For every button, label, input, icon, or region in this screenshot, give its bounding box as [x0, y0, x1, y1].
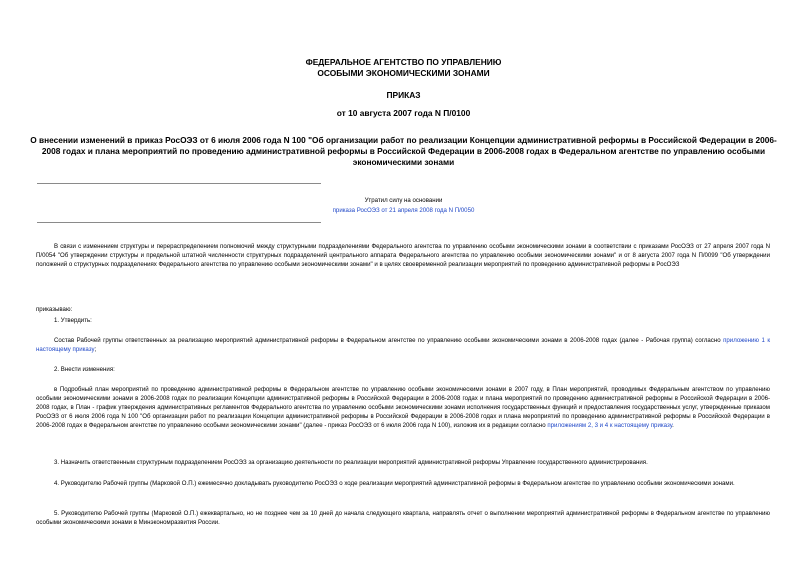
item-3-paragraph: 3. Назначить ответственным структурным подразделением РосОЭЗ за организацию деятельности по реализации мероприятий административной реформы Управление государственного администрирования.: [54, 459, 648, 466]
status-note: Утратил силу на основании: [364, 197, 443, 204]
item-1-text: Состав Рабочей группы ответственных за реализацию мероприятий административной реформы в Федеральном агентстве по управлению особыми экономическими зонами в 2006-2008 годах (далее - Рабочая группа) согласно: [54, 337, 721, 344]
agency-name-line2: ОСОБЫМИ ЭКОНОМИЧЕСКИМИ ЗОНАМИ: [317, 68, 490, 78]
document-date-number: от 10 августа 2007 года N П/0100: [336, 108, 471, 118]
item-2-paragraph: [36, 386, 770, 431]
status-link[interactable]: приказа РосОЭЗ от 21 апреля 2008 года N П/0050: [332, 207, 475, 214]
document-title: О внесении изменений в приказ РосОЭЗ от 6 июля 2006 года N 100 "Об организации работ по реализации Концепции административной реформы в Российской Федерации в 2006-2008 годах и плана мероприятий по проведению административной реформы в Российской Федерации в 2006-2008 годах в Федеральном агентстве по управлению особыми экономическими зонами: [30, 135, 777, 167]
intro-paragraph: В связи с изменением структуры и перераспределением полномочий между структурными подразделениями Федерального агентства по управлению особыми экономическими зонами в соответствии с приказами РосОЭЗ от 27 апреля 2007 года N П/0054 "Об утверждении структуры и предельной штатной численности структурных подразделений центрального аппарата Федерального агентства по управлению особыми экономическими зонами" и от 8 августа 2007 года N П/0099 "Об утверждении положений о структурных подразделениях Федерального агентства по управлению особыми экономическими зонами" и в целях своевременной реализации мероприятий по проведению административной реформы в РосОЭЗ: [36, 243, 770, 268]
separator-top: [37, 183, 321, 184]
item-1-label: 1. Утвердить:: [54, 317, 92, 324]
item-5-paragraph: 5. Руководителю Рабочей группы (Марковой О.П.) ежеквартально, но не позднее чем за 10 дней до начала следующего квартала, направлять отчет о выполнении мероприятий административной реформы в Федеральном агентстве по управлению особыми экономическими зонами в Минэкономразвития России.: [36, 510, 770, 526]
item-4-paragraph: 4. Руководителю Рабочей группы (Марковой О.П.) ежемесячно докладывать руководителю РосОЭЗ о ходе реализации мероприятий административной реформы в Федеральном агентстве по управлению особыми экономическими зонами.: [54, 480, 735, 487]
item-1-paragraph: [36, 337, 770, 355]
appendix-1-link[interactable]: приложению 1 к настоящему приказу: [36, 337, 770, 353]
order-word: приказываю:: [36, 306, 73, 313]
document-type: ПРИКАЗ: [386, 90, 421, 100]
appendix-2-4-link[interactable]: приложениям 2, 3 и 4 к настоящему приказу: [547, 421, 673, 429]
item-1-end: ;: [94, 345, 97, 353]
item-2-label: 2. Внести изменения:: [54, 366, 115, 373]
separator-bottom: [37, 222, 321, 223]
item-2-text: в Подробный план мероприятий по проведению административной реформы в Федеральном агентстве по управлению особыми экономическими зонами в 2007 году, в План мероприятий, проводимых Федеральным агентством по управлению особыми экономическими зонами в 2006-2008 годах по реализации Концепции административной реформы в Российской Федерации в 2006-2008 годах и плана мероприятий по проведению административной реформы в Российской Федерации в 2006-2008 годах, в План - график утверждения административных регламентов Федерального агентства по управлению особыми экономическими зонами исполнения государственных функций и предоставления государственных услуг, утвержденные приказом РосОЭЗ от 6 июля 2006 года N 100 "Об организации работ по реализации Концепции административной реформы в Российской Федерации в 2006-2008 годах и плана мероприятий по проведению административной реформы в Российской Федерации в 2006-2008 годах в Федеральном агентстве по управлению особыми экономическими зонами" (далее - приказ РосОЭЗ от 6 июля 2006 года N 100), изложив их в редакции согласно: [36, 386, 770, 429]
item-2-end: .: [672, 421, 674, 429]
agency-name-line1: ФЕДЕРАЛЬНОЕ АГЕНТСТВО ПО УПРАВЛЕНИЮ: [305, 57, 502, 67]
